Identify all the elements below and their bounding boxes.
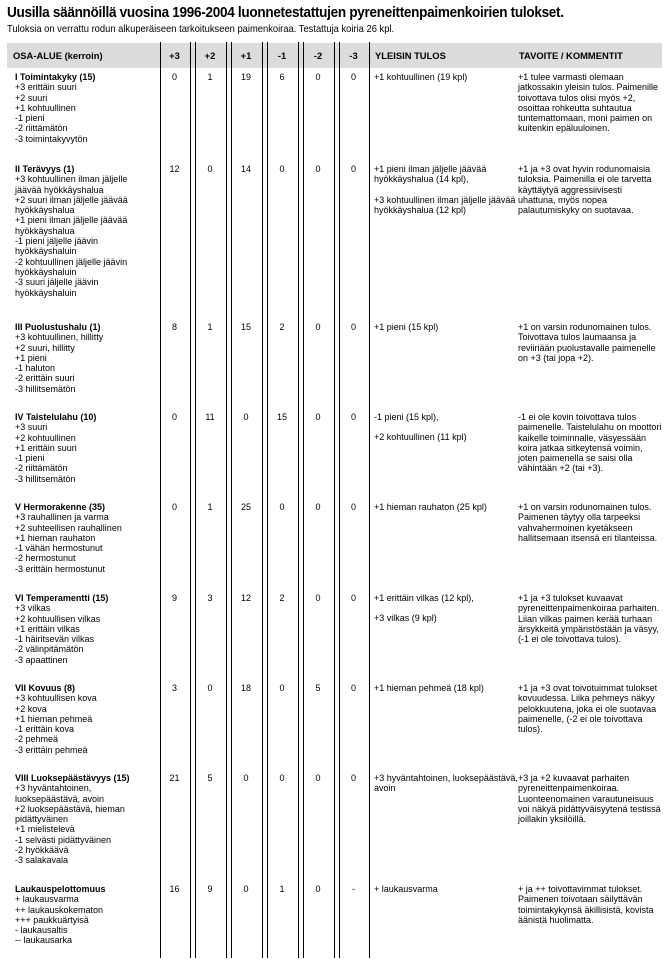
count-cell: 2 [279, 593, 285, 603]
count-cell: 0 [315, 593, 321, 603]
category-option: -2 hyökkäävä [15, 845, 69, 856]
category-option: -2 hermostunut [15, 553, 76, 564]
count-cell: 25 [240, 502, 251, 512]
comment-cell: +1 on varsin rodunomainen tulos. Toivottava tulos laumaansa ja reviiriään puolustavalle paimenelle on +3 (tai jopa +2). [518, 322, 656, 363]
category-option: pidättyväinen [15, 814, 69, 825]
category-option: +1 erittäin vilkas [15, 623, 80, 634]
category-name: VI Temperamentti (15) [15, 593, 109, 603]
category-option: +3 kohtuullinen, hillitty [15, 332, 104, 343]
category-name: VIII Luoksepäästävyys (15) [15, 773, 130, 783]
header-tavoite: TAVOITE / KOMMENTIT [519, 50, 623, 61]
result-text: +3 vilkas (9 kpl) [374, 613, 437, 624]
category-option: +1 kohtuullinen [15, 102, 76, 113]
result-cell [374, 502, 519, 522]
count-cell: 0 [350, 683, 356, 693]
count-cell: 0 [350, 164, 356, 174]
category-name: V Hermorakenne (35) [15, 502, 106, 512]
result-text: +3 hyväntahtoinen, luoksepäästävä, avoin [374, 773, 518, 794]
category-cell [15, 164, 165, 298]
category-option: +2 kova [15, 703, 47, 714]
count-cell: 9 [171, 593, 177, 603]
category-option: -2 kohtuullinen jäljelle jäävin [15, 256, 128, 267]
category-option: hyökkäyshaluin [15, 266, 77, 277]
category-option: -1 haluton [15, 363, 56, 374]
result-cell [374, 593, 519, 634]
result-cell [374, 884, 519, 904]
count-cell: 11 [205, 412, 215, 422]
category-option: +2 kohtuullinen [15, 432, 76, 443]
comment-cell: +1 on varsin rodunomainen tulos. Paimenen täytyy olla tarpeeksi vahvahermoinen kyetäkseen hallitsemaan itsensä eri tilanteissa. [518, 502, 658, 543]
result-cell [374, 164, 519, 225]
result-text: +1 hieman pehmeä (18 kpl) [374, 683, 484, 693]
category-option: -1 häiritsevän vilkas [15, 634, 95, 645]
column-box-minus1 [267, 42, 299, 958]
header-col-plus1: +1 [240, 50, 252, 61]
category-option: -1 vähän hermostunut [15, 543, 103, 554]
category-option: -3 toimintakyvytön [15, 133, 88, 144]
count-cell: 0 [350, 502, 356, 512]
category-option: +1 pieni ilman jäljelle jäävää [15, 215, 128, 226]
count-cell: 0 [350, 322, 356, 332]
category-cell [15, 412, 165, 484]
result-text: +1 pieni ilman jäljelle jäävää hyökkäyshalua (14 kpl), [374, 164, 487, 185]
category-option: -2 välinpitämätön [15, 644, 84, 655]
count-cell: 0 [171, 502, 177, 512]
category-option: -3 salakavala [15, 855, 69, 866]
category-option: -3 apaattinen [15, 654, 68, 665]
header-col-minus1: -1 [277, 50, 287, 61]
comment-cell: +1 ja +3 ovat toivotuimmat tulokset kovuudessa. Liika pehmeys näkyy pelokkuutena, joka ei ole suotavaa paimenelle, (-2 ei ole toivottava tulos). [518, 683, 658, 735]
count-cell: 12 [240, 593, 251, 603]
category-option: -3 erittäin hermostunut [15, 563, 106, 574]
page-title: Uusilla säännöillä vuosina 1996-2004 luonnetestattujen pyreneittenpaimenkoirien tulokset. [7, 5, 564, 21]
column-box-minus2 [303, 42, 335, 958]
result-cell [374, 773, 519, 804]
category-option: hyökkäyshaluin [15, 287, 77, 298]
comment-cell: -1 ei ole kovin toivottava tulos paimenelle. Taistelulahu on moottori kaikelle toiminnalle, väsyessään koira jatkaa sitkeytensä voimin, joten paimenella se saisi olla vähintään +2 (tai +3). [518, 412, 662, 474]
comment-cell: + ja ++ toivottavimmat tulokset. Paimenen toivotaan säilyttävän toimintakykynsä äkillisistä, kovista äänistä huolimatta. [518, 884, 654, 925]
category-option: +++ paukkuärtyisä [15, 914, 89, 925]
category-option: ++ laukauskokematon [15, 904, 104, 915]
count-cell: 0 [350, 412, 356, 422]
count-cell: 16 [169, 884, 180, 894]
column-box-minus3 [339, 42, 370, 958]
result-text: +1 kohtuullinen (19 kpl) [374, 72, 468, 82]
result-cell [374, 412, 519, 453]
category-option: -1 erittäin kova [15, 724, 75, 735]
count-cell: 0 [315, 322, 321, 332]
category-name: III Puolustushalu (1) [15, 322, 101, 332]
category-option: -2 riittämätön [15, 463, 68, 474]
category-name: IV Taistelulahu (10) [15, 412, 97, 422]
count-cell: 1 [207, 502, 213, 512]
category-option: +3 suuri [15, 422, 48, 433]
count-cell: 0 [350, 773, 356, 783]
count-cell: 0 [207, 164, 213, 174]
category-option: +1 erittäin suuri [15, 442, 77, 453]
count-cell: 0 [171, 72, 177, 82]
count-cell: 6 [279, 72, 285, 82]
category-option: hyökkäyshalua [15, 205, 75, 216]
count-cell: 0 [350, 72, 356, 82]
count-cell: 3 [207, 593, 213, 603]
category-option: +1 hieman rauhaton [15, 532, 96, 543]
header-col-plus2: +2 [204, 50, 216, 61]
count-cell: 12 [169, 164, 180, 174]
count-cell: 0 [279, 164, 285, 174]
comment-cell: +1 ja +3 ovat hyvin rodunomaisia tuloksia. Paimenilla ei ole tarvetta käyttäytyä aggressiivisesti uhattuna, myös nopea palautumiskyky on suotavaa. [518, 164, 652, 216]
count-cell: 1 [207, 72, 213, 82]
category-option: +1 hieman pehmeä [15, 713, 93, 724]
comment-cell: +3 ja +2 kuvaavat parhaiten pyreneittenpaimenkoiraa. Luonteenomainen varautuneisuus voi näkyä pidättyväisyytenä testissä joillakin yksilöillä. [518, 773, 661, 825]
count-cell: 0 [315, 773, 321, 783]
category-option: +2 suhteellisen rauhallinen [15, 522, 122, 533]
category-option: -2 pehmeä [15, 734, 59, 745]
column-box-plus2 [195, 42, 227, 958]
count-cell: 9 [207, 884, 213, 894]
category-option: +1 pieni [15, 352, 47, 363]
category-option: +3 rauhallinen ja varma [15, 512, 109, 523]
category-option: +3 hyväntahtoinen, [15, 783, 92, 794]
category-option: -2 erittäin suuri [15, 373, 75, 384]
count-cell: 15 [240, 322, 251, 332]
count-cell: 18 [240, 683, 251, 693]
result-text: +1 pieni (15 kpl) [374, 322, 439, 332]
count-cell: 0 [315, 72, 321, 82]
category-option: -3 erittäin pehmeä [15, 744, 88, 755]
category-name: VII Kovuus (8) [15, 683, 76, 693]
category-option: +3 erittäin suuri [15, 82, 77, 93]
category-option: +2 luoksepäästävä, hieman [15, 803, 125, 814]
category-option: -1 selvästi pidättyväinen [15, 834, 112, 845]
category-option: -- laukausarka [15, 935, 73, 946]
result-text: +1 erittäin vilkas (12 kpl), [374, 593, 474, 603]
count-cell: 0 [315, 502, 321, 512]
header-col-minus2: -2 [313, 50, 323, 61]
category-option: -3 hillitsemätön [15, 383, 76, 394]
category-cell [15, 322, 165, 394]
count-cell: 0 [279, 773, 285, 783]
category-cell [15, 502, 165, 574]
category-option: hyökkäyshaluin [15, 246, 77, 257]
category-cell [15, 683, 165, 755]
result-text: +3 kohtuullinen ilman jäljelle jäävää hyökkäyshalua (12 kpl) [374, 194, 516, 215]
category-cell [15, 72, 165, 144]
category-cell [15, 773, 165, 866]
category-option: +2 kohtuullisen vilkas [15, 613, 101, 624]
category-cell [15, 884, 165, 946]
category-option: -1 pieni jäljelle jäävin [15, 236, 99, 247]
category-option: - laukausaltis [15, 925, 68, 936]
count-cell: 0 [243, 884, 249, 894]
category-option: hyökkäyshalua [15, 225, 75, 236]
column-box-plus1 [231, 42, 263, 958]
count-cell: 0 [315, 412, 321, 422]
count-cell: 5 [315, 683, 321, 693]
category-option: jäävää hyökkäyshalua [15, 184, 104, 195]
header-osa-alue: OSA-ALUE (kerroin) [13, 50, 103, 61]
count-cell: 3 [171, 683, 177, 693]
category-option: -3 suuri jäljelle jäävin [15, 277, 99, 288]
category-name: Laukauspelottomuus [15, 884, 106, 894]
category-option: +3 kohtuullinen ilman jäljelle [15, 174, 128, 185]
result-cell [374, 72, 519, 92]
result-text: +1 hieman rauhaton (25 kpl) [374, 502, 487, 512]
category-option: +2 suuri ilman jäljelle jäävää [15, 194, 128, 205]
result-text: +2 kohtuullinen (11 kpl) [374, 432, 467, 443]
category-option: +2 suuri, hillitty [15, 342, 75, 353]
category-name: I Toimintakyky (15) [15, 72, 96, 82]
count-cell: 0 [171, 412, 177, 422]
category-option: -3 hillitsemätön [15, 473, 76, 484]
count-cell: 1 [207, 322, 213, 332]
count-cell: - [352, 884, 355, 894]
count-cell: 0 [350, 593, 356, 603]
count-cell: 2 [279, 322, 285, 332]
category-option: +3 kohtuullisen kova [15, 693, 97, 704]
category-option: -1 pieni [15, 113, 45, 124]
result-text: -1 pieni (15 kpl), [374, 412, 439, 422]
comment-cell: +1 ja +3 tulokset kuvaavat pyreneittenpaimenkoiraa parhaiten. Liian vilkas paimen kerää turhaan ärsykkeitä ympäristöstään ja väsyy, (-1 ei ole toivottava tulos). [518, 593, 660, 645]
count-cell: 8 [171, 322, 177, 332]
category-option: + laukausvarma [15, 894, 79, 905]
count-cell: 0 [243, 412, 249, 422]
count-cell: 19 [240, 72, 251, 82]
header-col-minus3: -3 [349, 50, 358, 61]
count-cell: 0 [315, 884, 321, 894]
count-cell: 0 [279, 683, 285, 693]
count-cell: 0 [207, 683, 213, 693]
header-yleisin-tulos: YLEISIN TULOS [375, 50, 446, 61]
category-option: +3 vilkas [15, 603, 51, 614]
category-name: II Terävyys (1) [15, 164, 75, 174]
count-cell: 1 [279, 884, 285, 894]
comment-cell: +1 tulee varmasti olemaan jatkossakin yleisin tulos. Paimenille toivottava tulos olisi myös +2, osoittaa rohkeutta suhtautua tuntemattomaan, moni paimen on kuitenkin epäluuloinen. [518, 72, 659, 134]
category-option: luoksepäästävä, avoin [15, 793, 105, 804]
header-col-plus3: +3 [169, 50, 180, 61]
category-option: -2 riittämätön [15, 123, 68, 134]
count-cell: 5 [207, 773, 213, 783]
result-text: + laukausvarma [374, 884, 438, 894]
count-cell: 15 [276, 412, 287, 422]
count-cell: 14 [240, 164, 251, 174]
category-cell [15, 593, 165, 665]
result-cell [374, 322, 519, 342]
count-cell: 0 [315, 164, 321, 174]
count-cell: 0 [243, 773, 249, 783]
result-cell [374, 683, 519, 703]
page-subtitle: Tuloksia on verrattu rodun alkuperäiseen tarkoitukseen paimenkoiraa. Testattuja koiria 26 kpl. [7, 24, 395, 35]
category-option: +1 mielistelevä [15, 824, 75, 835]
count-cell: 21 [169, 773, 180, 783]
category-option: +2 suuri [15, 92, 48, 103]
category-option: -1 pieni [15, 453, 45, 464]
count-cell: 0 [279, 502, 285, 512]
